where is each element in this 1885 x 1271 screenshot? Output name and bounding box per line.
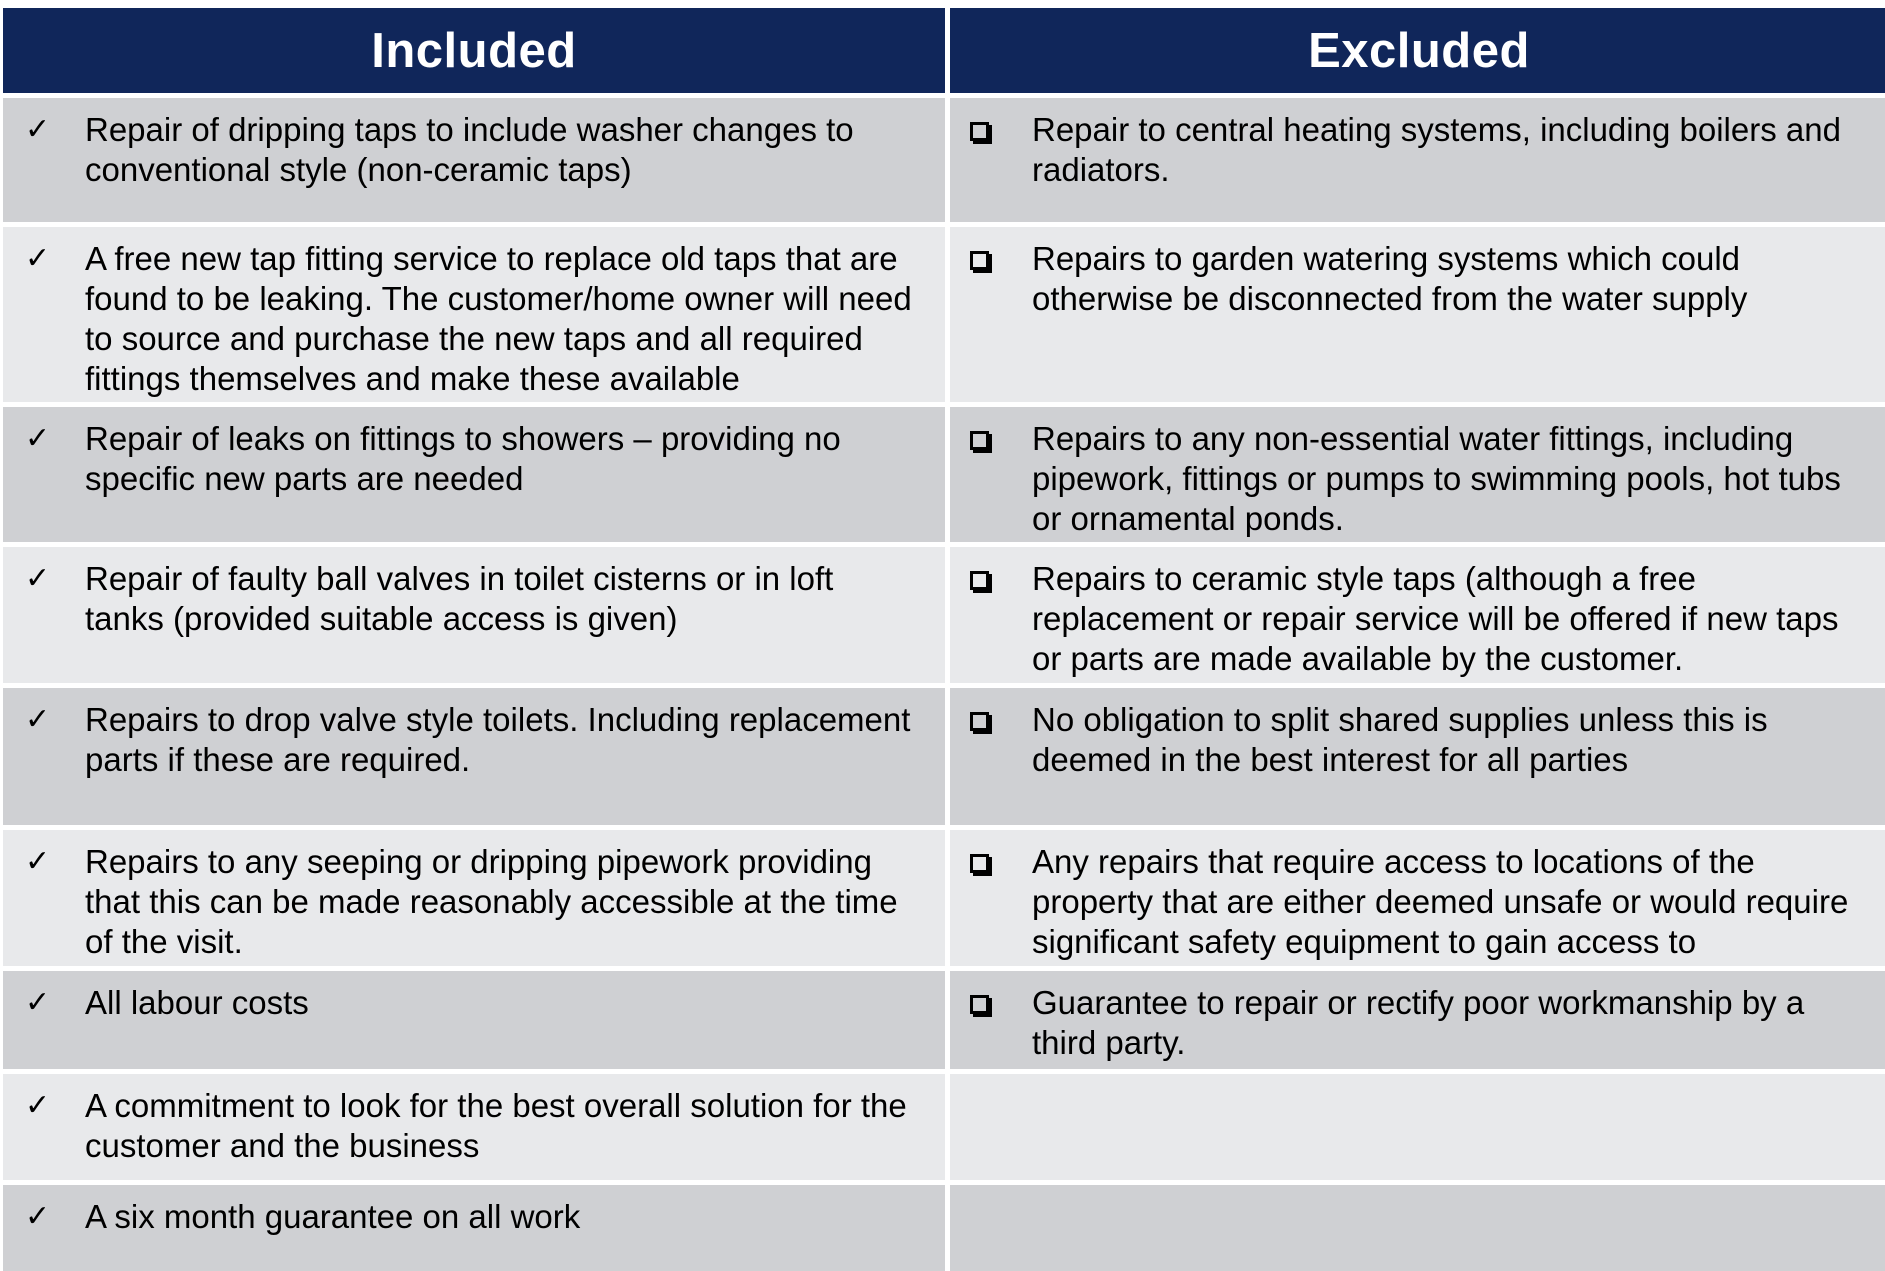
included-item [3, 227, 945, 402]
included-item [3, 547, 945, 683]
excluded-item-text: Repairs to garden watering systems which could otherwise be disconnected from the water supply [1032, 240, 1748, 317]
included-item [3, 407, 945, 542]
included-item-text: All labour costs [85, 984, 309, 1021]
header-included: Included [3, 8, 945, 93]
check-icon: ✓ [25, 702, 51, 737]
excluded-item [950, 688, 1885, 825]
included-item-text: Repair of faulty ball valves in toilet cisterns or in loft tanks (provided suitable access is given) [85, 560, 834, 637]
excluded-item-text: Any repairs that require access to locations of the property that are either deemed unsafe or would require significant safety equipment to gain access to [1032, 843, 1849, 960]
checkbox-icon [970, 122, 989, 141]
included-item-text: A commitment to look for the best overall solution for the customer and the business [85, 1087, 907, 1164]
check-icon: ✓ [25, 985, 51, 1020]
checkbox-icon [970, 995, 989, 1014]
check-icon: ✓ [25, 1199, 51, 1234]
excluded-empty-cell [950, 1185, 1885, 1271]
checkbox-icon [970, 854, 989, 873]
included-item [3, 688, 945, 825]
checkbox-icon [970, 251, 989, 270]
included-item [3, 1074, 945, 1180]
header-excluded: Excluded [950, 8, 1885, 93]
excluded-item [950, 98, 1885, 222]
excluded-item [950, 547, 1885, 683]
included-item [3, 971, 945, 1069]
included-item-text: A free new tap fitting service to replace old taps that are found to be leaking. The customer/home owner will need to source and purchase the new taps and all required fittings themselves and make these available [85, 240, 912, 397]
included-item-text: Repairs to drop valve style toilets. Including replacement parts if these are required. [85, 701, 911, 778]
included-item [3, 98, 945, 222]
excluded-item-text: No obligation to split shared supplies unless this is deemed in the best interest for all parties [1032, 701, 1768, 778]
included-item [3, 830, 945, 966]
check-icon: ✓ [25, 421, 51, 456]
check-icon: ✓ [25, 112, 51, 147]
check-icon: ✓ [25, 844, 51, 879]
excluded-item-text: Repairs to ceramic style taps (although a free replacement or repair service will be offered if new taps or parts are made available by the customer. [1032, 560, 1839, 677]
excluded-item [950, 227, 1885, 402]
included-item-text: Repairs to any seeping or dripping pipework providing that this can be made reasonably accessible at the time of the visit. [85, 843, 898, 960]
excluded-empty-cell [950, 1074, 1885, 1180]
included-item-text: Repair of leaks on fittings to showers – providing no specific new parts are needed [85, 420, 841, 497]
included-item-text: A six month guarantee on all work [85, 1198, 581, 1235]
check-icon: ✓ [25, 241, 51, 276]
excluded-item [950, 830, 1885, 966]
check-icon: ✓ [25, 1088, 51, 1123]
checkbox-icon [970, 571, 989, 590]
excluded-item-text: Guarantee to repair or rectify poor workmanship by a third party. [1032, 984, 1805, 1061]
excluded-item [950, 407, 1885, 542]
excluded-item-text: Repair to central heating systems, including boilers and radiators. [1032, 111, 1841, 188]
check-icon: ✓ [25, 561, 51, 596]
included-item-text: Repair of dripping taps to include washer changes to conventional style (non-ceramic taps) [85, 111, 854, 188]
checkbox-icon [970, 431, 989, 450]
excluded-item [950, 971, 1885, 1069]
excluded-item-text: Repairs to any non-essential water fittings, including pipework, fittings or pumps to swimming pools, hot tubs or ornamental ponds. [1032, 420, 1841, 537]
checkbox-icon [970, 712, 989, 731]
included-item [3, 1185, 945, 1271]
